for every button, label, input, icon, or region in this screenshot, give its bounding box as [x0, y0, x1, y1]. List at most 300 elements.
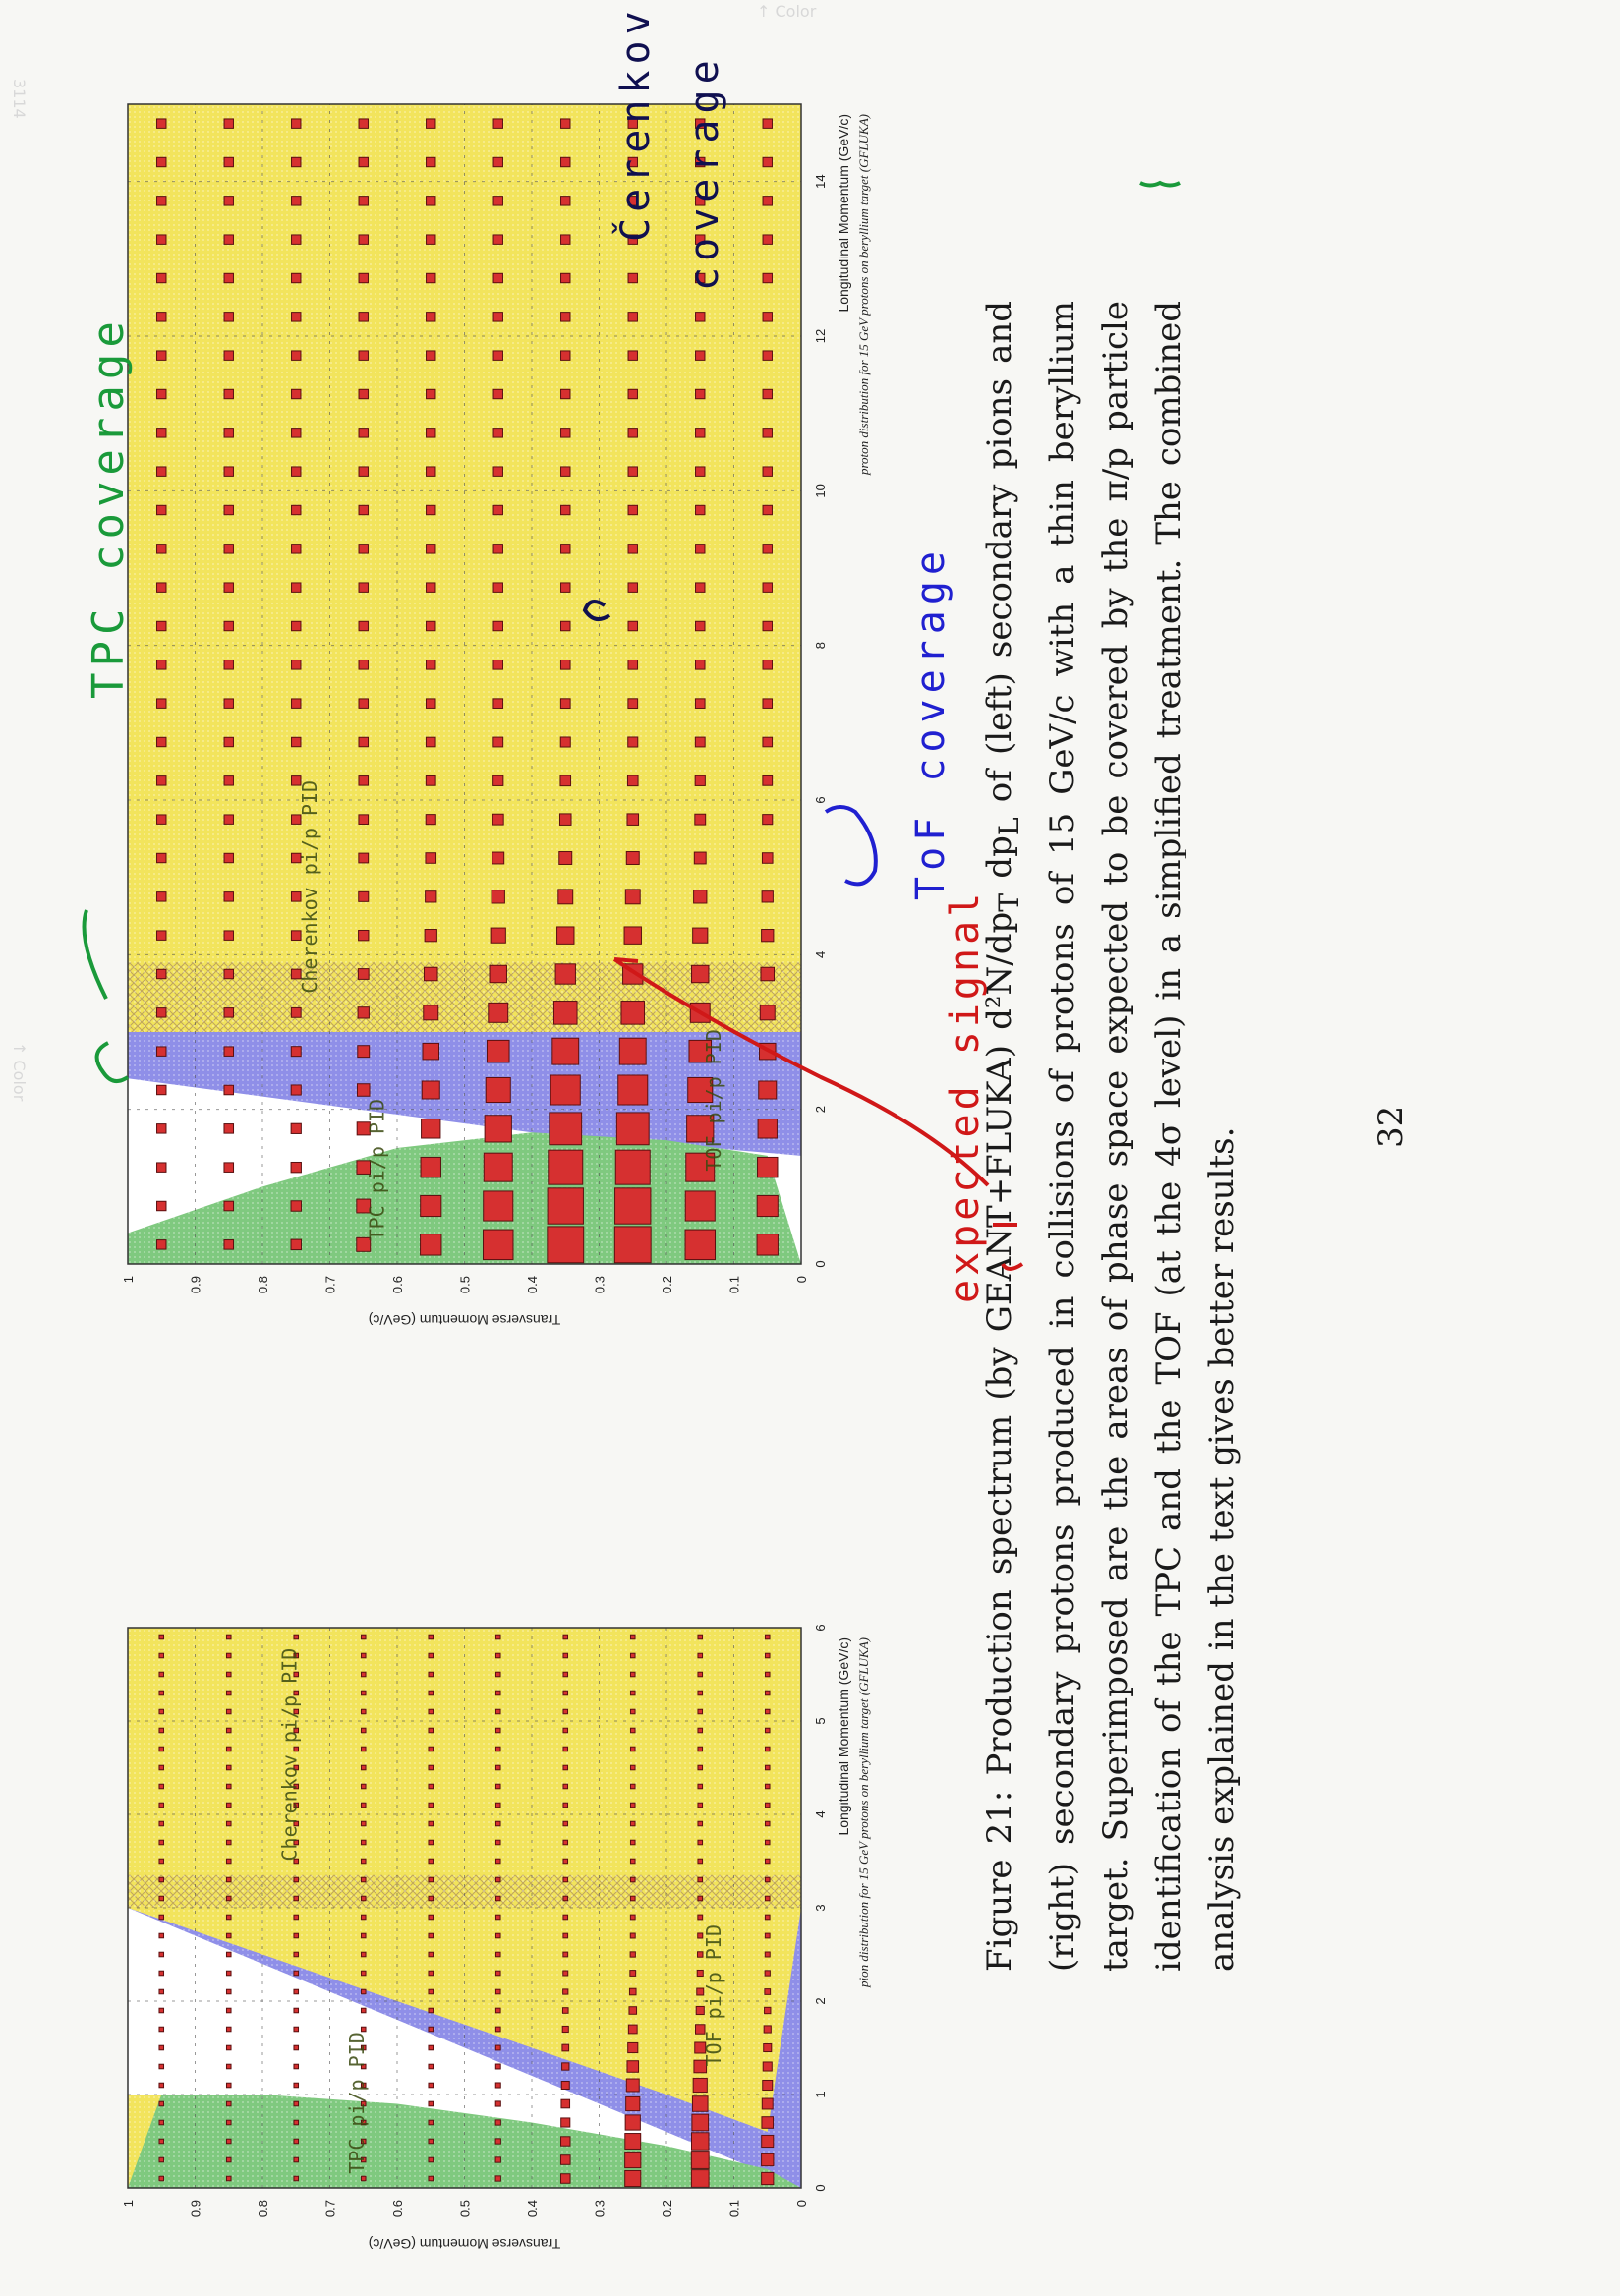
density-box [292, 273, 301, 282]
density-box [765, 1859, 770, 1864]
density-box [696, 505, 705, 514]
density-box [224, 313, 233, 321]
density-box [292, 660, 301, 669]
density-box [159, 2064, 164, 2069]
density-box [357, 1084, 370, 1097]
density-box [495, 1840, 500, 1845]
density-box [630, 1933, 635, 1938]
density-box [361, 1765, 366, 1770]
x-axis-label: Longitudinal Momentum (GeV/c) [836, 1637, 851, 1836]
density-box [157, 1008, 166, 1017]
density-box [291, 1239, 301, 1249]
density-box [157, 1047, 166, 1056]
density-box [226, 2139, 231, 2144]
density-box [763, 699, 773, 709]
density-box [427, 273, 435, 282]
density-box [224, 505, 233, 514]
density-box [765, 1952, 770, 1957]
density-box [561, 467, 570, 476]
density-box [563, 1952, 568, 1957]
density-box [429, 2176, 434, 2181]
density-box [563, 1933, 568, 1938]
density-box [294, 1635, 299, 1639]
density-box [763, 429, 772, 437]
density-box [493, 235, 502, 244]
density-box [628, 583, 637, 592]
density-box [762, 2153, 774, 2165]
density-box [630, 1635, 635, 1639]
density-box [630, 1821, 635, 1826]
density-box [224, 621, 233, 630]
density-box [226, 1821, 231, 1826]
hw-cerenkov-coverage: coverage [682, 54, 727, 291]
density-box [429, 1691, 434, 1695]
density-box [359, 119, 368, 128]
density-box [628, 429, 637, 437]
density-box [493, 351, 502, 360]
density-box [226, 2101, 231, 2106]
density-box [762, 930, 774, 942]
density-box [359, 389, 368, 398]
density-box [224, 545, 233, 553]
density-box [690, 1003, 710, 1022]
density-box [563, 1989, 568, 1994]
density-box [361, 1877, 366, 1882]
density-box [294, 2045, 299, 2050]
x-tick-label: 0 [813, 2184, 828, 2192]
density-box [625, 2134, 641, 2150]
density-box [561, 157, 570, 166]
density-box [628, 273, 637, 282]
density-box [491, 928, 505, 943]
density-box [561, 505, 570, 514]
density-box [425, 930, 436, 942]
density-box [628, 157, 637, 166]
density-box [429, 2101, 434, 2106]
density-box [224, 969, 233, 978]
density-box [292, 389, 301, 398]
density-box [765, 1728, 770, 1733]
density-box [361, 1859, 366, 1864]
density-box [224, 389, 233, 398]
density-box [561, 2137, 570, 2146]
y-tick-label: 0.7 [322, 1276, 338, 1294]
density-box [226, 1635, 231, 1639]
density-box [765, 1933, 770, 1938]
density-box [629, 2007, 637, 2015]
density-box [427, 583, 435, 592]
density-box [765, 1989, 771, 1995]
density-box [624, 927, 641, 944]
density-box [159, 2120, 164, 2125]
density-box [757, 1195, 778, 1216]
y-tick-label: 0.2 [660, 1276, 674, 1294]
density-box [616, 1113, 649, 1145]
density-box [493, 429, 502, 437]
density-box [226, 1709, 231, 1714]
density-box [615, 1150, 650, 1184]
x-tick-label: 14 [813, 174, 828, 189]
density-box [495, 2064, 500, 2069]
density-box [495, 1728, 500, 1733]
density-box [561, 273, 570, 282]
density-box [427, 119, 435, 128]
density-box [292, 545, 301, 553]
density-box [226, 2008, 231, 2013]
density-box [560, 775, 571, 786]
density-box [561, 583, 570, 592]
density-box [429, 1728, 434, 1733]
density-box [159, 1765, 164, 1770]
density-box [495, 1933, 500, 1938]
density-box [763, 119, 772, 128]
density-box [157, 815, 166, 824]
density-box [427, 235, 435, 244]
density-box [159, 1859, 164, 1864]
density-box [361, 2176, 366, 2181]
density-box [359, 621, 368, 630]
density-box [763, 389, 772, 398]
density-box [157, 660, 166, 669]
density-box [226, 1989, 231, 1994]
y-tick-label: 0 [794, 2200, 809, 2208]
density-box [685, 1191, 715, 1221]
density-box [563, 1747, 568, 1751]
density-box [422, 1081, 439, 1099]
density-box [159, 1877, 164, 1882]
density-box [492, 852, 504, 864]
density-box [224, 119, 233, 128]
density-box [159, 1709, 164, 1714]
y-tick-label: 0.4 [525, 1276, 540, 1294]
density-box [629, 1988, 636, 1995]
density-box [294, 1933, 299, 1938]
density-box [765, 1653, 770, 1658]
density-box [765, 1877, 770, 1882]
density-box [429, 1635, 434, 1639]
density-box [294, 2139, 299, 2144]
density-box [763, 273, 772, 282]
density-box [560, 660, 570, 670]
density-box [561, 313, 570, 321]
density-box [493, 621, 502, 630]
figure-caption [973, 301, 1248, 1972]
region-label-2: Cherenkov pi/p PID [297, 779, 321, 994]
density-box [763, 467, 772, 476]
density-box [159, 1933, 164, 1938]
density-box [361, 1971, 366, 1976]
density-box [621, 1002, 645, 1025]
density-box [358, 1046, 370, 1058]
density-box [427, 313, 435, 321]
density-box [695, 699, 705, 709]
density-box [560, 2155, 570, 2165]
density-box [421, 1195, 441, 1216]
density-box [765, 1840, 770, 1845]
density-box [548, 1227, 584, 1263]
hw-expected-signal: expected signal [943, 889, 988, 1303]
y-tick-label: 0.4 [525, 2200, 540, 2218]
density-box [562, 2008, 568, 2014]
density-box [157, 621, 166, 630]
density-box [226, 2083, 231, 2088]
y-tick-label: 0.9 [188, 1276, 203, 1294]
density-box [361, 1952, 366, 1957]
x-tick-label: 2 [813, 1106, 828, 1114]
y-tick-label: 0.8 [256, 1276, 270, 1294]
density-box [759, 1043, 776, 1060]
density-box [484, 1191, 513, 1221]
y-tick-label: 0.7 [322, 2200, 338, 2218]
density-box [495, 2120, 500, 2125]
chart-title: proton distribution for 15 GeV protons on beryllium target (GFLUKA) [856, 114, 871, 476]
density-box [765, 1635, 770, 1639]
density-box [427, 545, 435, 553]
density-box [562, 2044, 569, 2051]
density-box [696, 429, 705, 437]
density-box [292, 737, 301, 746]
density-box [157, 853, 166, 862]
density-box [696, 545, 705, 553]
density-box [763, 2062, 772, 2071]
density-box [691, 2152, 709, 2169]
density-box [157, 931, 166, 940]
density-box [421, 1234, 441, 1255]
density-box [493, 273, 502, 282]
density-box [696, 313, 705, 321]
density-box [294, 1877, 299, 1882]
density-box [361, 1896, 366, 1901]
density-box [292, 505, 301, 514]
density-box [159, 2101, 164, 2106]
density-box [291, 1201, 301, 1211]
density-box [224, 853, 233, 862]
density-box [561, 2081, 569, 2089]
density-box [763, 313, 772, 321]
density-box [563, 1915, 568, 1920]
density-box [292, 583, 301, 592]
density-box [628, 660, 638, 670]
density-box [427, 197, 435, 205]
density-box [424, 1005, 438, 1020]
chart-title: pion distribution for 15 GeV protons on beryllium target (GFLUKA) [856, 1637, 871, 1987]
density-box [628, 621, 637, 630]
density-box [630, 1877, 635, 1882]
density-box [226, 1672, 231, 1677]
density-box [294, 2120, 299, 2125]
density-box [694, 890, 707, 903]
page-number: 32 [1371, 1105, 1411, 1148]
density-box [763, 621, 772, 630]
density-box [495, 1691, 500, 1695]
density-box [495, 1784, 500, 1789]
density-box [761, 967, 775, 981]
density-box [763, 197, 772, 205]
density-box [698, 1691, 703, 1695]
density-box [224, 351, 233, 360]
density-box [429, 1672, 434, 1677]
density-box [359, 891, 369, 901]
density-box [361, 1840, 366, 1845]
density-box [159, 2045, 164, 2050]
density-box [698, 1859, 703, 1864]
density-box [762, 2098, 773, 2109]
density-box [694, 852, 706, 864]
density-box [159, 1821, 164, 1826]
density-box [359, 313, 368, 321]
density-box [292, 351, 301, 360]
density-box [628, 467, 637, 476]
scan-label-corner: 3114 [10, 79, 29, 119]
density-box [563, 1635, 568, 1639]
y-tick-label: 0.3 [592, 1276, 608, 1294]
density-box [226, 1840, 231, 1845]
density-box [157, 1085, 166, 1094]
density-box [429, 2027, 434, 2032]
density-box [426, 853, 436, 864]
density-box [626, 2079, 639, 2092]
x-tick-label: 12 [813, 328, 828, 344]
density-box [294, 2101, 299, 2106]
density-box [159, 1896, 164, 1901]
density-box [426, 775, 435, 785]
region-label-0: TPC pi/p PID [365, 1098, 389, 1241]
density-box [157, 351, 166, 360]
density-box [698, 1803, 703, 1808]
density-box [692, 965, 709, 982]
density-box [618, 1075, 648, 1105]
density-box [224, 235, 233, 244]
density-box [361, 1672, 366, 1677]
density-box [696, 351, 705, 360]
density-box [224, 1240, 234, 1250]
density-box [698, 1877, 703, 1882]
density-box [224, 1163, 234, 1173]
y-tick-label: 0.8 [256, 2200, 270, 2218]
density-box [696, 157, 705, 166]
density-box [226, 1859, 231, 1864]
density-box [563, 1709, 568, 1714]
density-box [361, 1747, 366, 1751]
density-box [763, 351, 772, 360]
density-box [429, 2064, 434, 2069]
density-box [493, 505, 502, 514]
density-box [698, 1784, 703, 1789]
x-tick-label: 3 [813, 1904, 828, 1912]
density-box [763, 660, 772, 669]
density-box [692, 2133, 709, 2150]
density-box [429, 2139, 434, 2144]
density-box [429, 1803, 434, 1808]
density-box [495, 1971, 500, 1976]
density-box [762, 2135, 774, 2147]
density-box [561, 197, 570, 205]
density-box [493, 660, 503, 670]
density-box [359, 351, 368, 360]
density-box [693, 928, 708, 943]
density-box [692, 2096, 708, 2112]
density-box [226, 2064, 231, 2069]
density-box [429, 1877, 434, 1882]
density-box [562, 2063, 569, 2070]
density-box [157, 737, 166, 746]
density-box [561, 2099, 570, 2108]
density-box [224, 1124, 234, 1134]
density-box [429, 1765, 434, 1770]
density-box [359, 429, 368, 437]
caption-part-2: dp [980, 835, 1019, 893]
density-box [490, 965, 506, 982]
density-box [557, 927, 574, 944]
y-tick-label: 0.6 [390, 2200, 405, 2218]
density-box [159, 2027, 164, 2032]
density-box [361, 1821, 366, 1826]
density-box [628, 313, 637, 321]
density-box [495, 2027, 500, 2032]
density-box [424, 967, 437, 981]
density-box [157, 467, 166, 476]
density-box [493, 197, 502, 205]
density-box [427, 467, 435, 476]
density-box [696, 467, 705, 476]
density-box [224, 892, 233, 901]
y-tick-label: 0.3 [592, 2200, 608, 2218]
density-box [563, 1728, 568, 1733]
hw-tpc-coverage: TPC coverage [84, 316, 134, 699]
density-box [157, 1201, 166, 1210]
density-box [358, 1007, 369, 1018]
density-box [495, 1672, 500, 1677]
density-box [224, 273, 233, 282]
density-box [493, 467, 502, 476]
density-box [485, 1116, 511, 1142]
density-box [563, 1653, 568, 1658]
density-box [685, 1230, 715, 1259]
density-box [359, 235, 368, 244]
density-box [493, 699, 503, 709]
density-box [563, 1859, 568, 1864]
density-box [224, 699, 233, 708]
density-box [226, 1933, 231, 1938]
density-box [294, 1896, 299, 1901]
density-box [628, 351, 637, 360]
density-box [623, 964, 643, 984]
density-box [361, 1915, 366, 1920]
density-box [427, 351, 435, 360]
density-box [493, 545, 502, 553]
density-box [157, 545, 166, 553]
density-box [630, 1952, 635, 1957]
density-box [698, 1653, 703, 1658]
density-box [625, 2115, 640, 2130]
density-box [489, 1003, 508, 1022]
density-box [429, 2008, 434, 2013]
density-box [294, 2027, 299, 2032]
density-box [159, 1989, 164, 1994]
density-box [429, 2157, 434, 2162]
density-box [159, 1635, 164, 1639]
x-tick-label: 2 [813, 1997, 828, 2005]
density-box [427, 429, 435, 437]
density-box [550, 1113, 582, 1145]
density-box [359, 197, 368, 205]
density-box [159, 2008, 164, 2013]
density-box [226, 2045, 231, 2050]
density-box [226, 2176, 231, 2181]
density-box [765, 1672, 770, 1677]
y-tick-label: 0.5 [457, 2200, 473, 2218]
density-box [157, 969, 166, 978]
